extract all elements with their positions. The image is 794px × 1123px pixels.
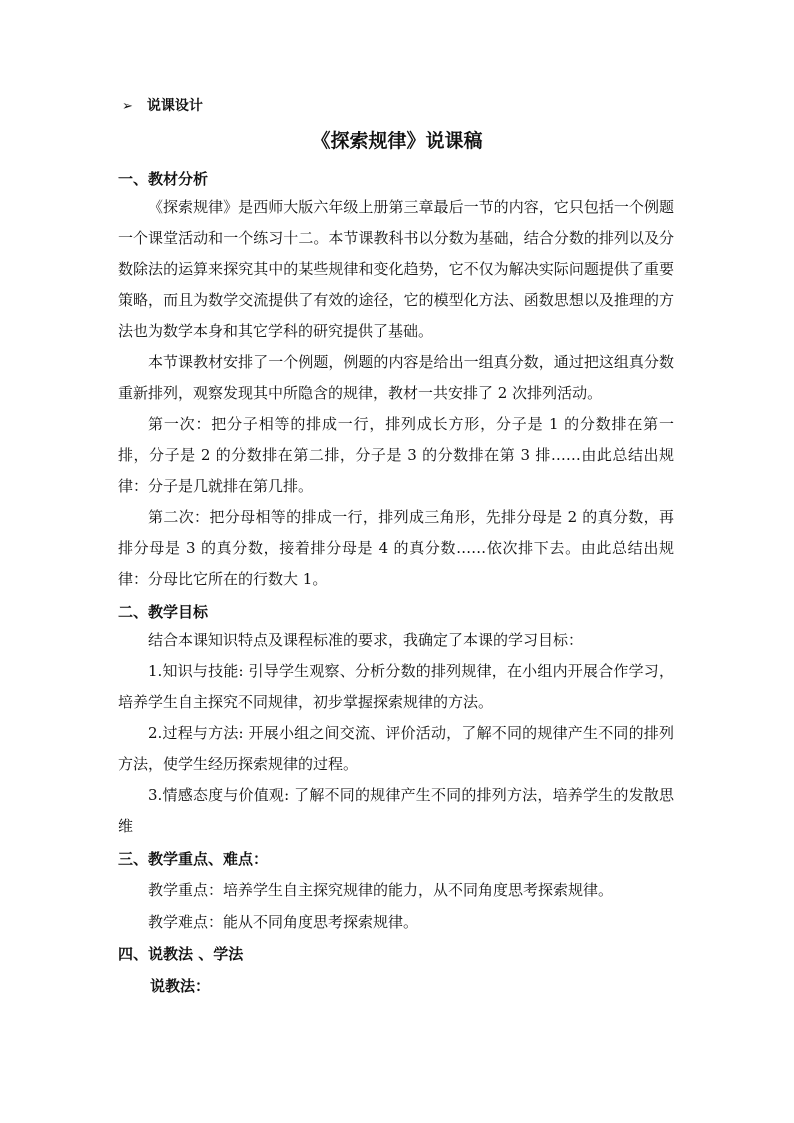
arrow-bullet-icon: ➢	[122, 99, 133, 114]
heading-methods: 四、说教法 、学法	[118, 945, 244, 963]
paragraph-first-arrangement: 第一次：把分子相等的排成一行，排列成长方形，分子是 1 的分数排在第一排，分子是 2 的分数排在第二排，分子是 3 的分数排在第 3 排……由此总结出规律：分子是几就排在第几排。	[118, 415, 674, 495]
section-label-row	[122, 96, 203, 117]
paragraph-goal-knowledge-skills: 1.知识与技能: 引导学生观察、分析分数的排列规律，在小组内开展合作学习，培养学生自主探究不同规律，初步掌握探索规律的方法。	[118, 662, 674, 711]
paragraph-textbook-intro: 《探索规律》是西师大版六年级上册第三章最后一节的内容，它只包括一个例题一个课堂活动和一个练习十二。本节课教科书以分数为基础，结合分数的排列以及分数除法的运算来探究其中的某些规律和变化趋势，它不仅为解决实际问题提供了重要策略，而且为数学交流提供了有效的途径，它的模型化方法、函数思想以及推理的方法也为数学本身和其它学科的研究提供了基础。	[118, 198, 674, 340]
paragraph-goals-intro: 结合本课知识特点及课程标准的要求，我确定了本课的学习目标：	[148, 631, 584, 649]
paragraph-goal-attitude-values: 3.情感态度与价值观: 了解不同的规律产生不同的排列方法，培养学生的发散思维	[118, 786, 674, 835]
text-difficulty: 教学难点：能从不同角度思考探索规律。	[148, 913, 419, 931]
text-key-point: 教学重点：培养学生自主探究规律的能力，从不同角度思考探索规律。	[148, 881, 614, 899]
heading-textbook-analysis: 一、教材分析	[118, 170, 209, 188]
heading-teaching-goals: 二、教学目标	[118, 603, 209, 621]
paragraph-example-overview: 本节课教材安排了一个例题，例题的内容是给出一组真分数，通过把这组真分数重新排列，观察发现其中所隐含的规律，教材一共安排了 2 次排列活动。	[118, 353, 674, 402]
paragraph-second-arrangement: 第二次：把分母相等的排成一行，排列成三角形，先排分母是 2 的真分数，再排分母是 3 的真分数，接着排分母是 4 的真分数……依次排下去。由此总结出规律：分母比它所在的行数大 1。	[118, 508, 674, 588]
section-label: 说课设计	[146, 98, 203, 114]
heading-key-points: 三、教学重点、难点：	[118, 850, 269, 868]
subheading-teaching-method: 说教法：	[150, 977, 211, 995]
paragraph-goal-process-methods: 2.过程与方法: 开展小组之间交流、评价活动，了解不同的规律产生不同的排列方法，使学生经历探索规律的过程。	[118, 724, 674, 773]
page-title: 《探索规律》说课稿	[311, 130, 483, 152]
